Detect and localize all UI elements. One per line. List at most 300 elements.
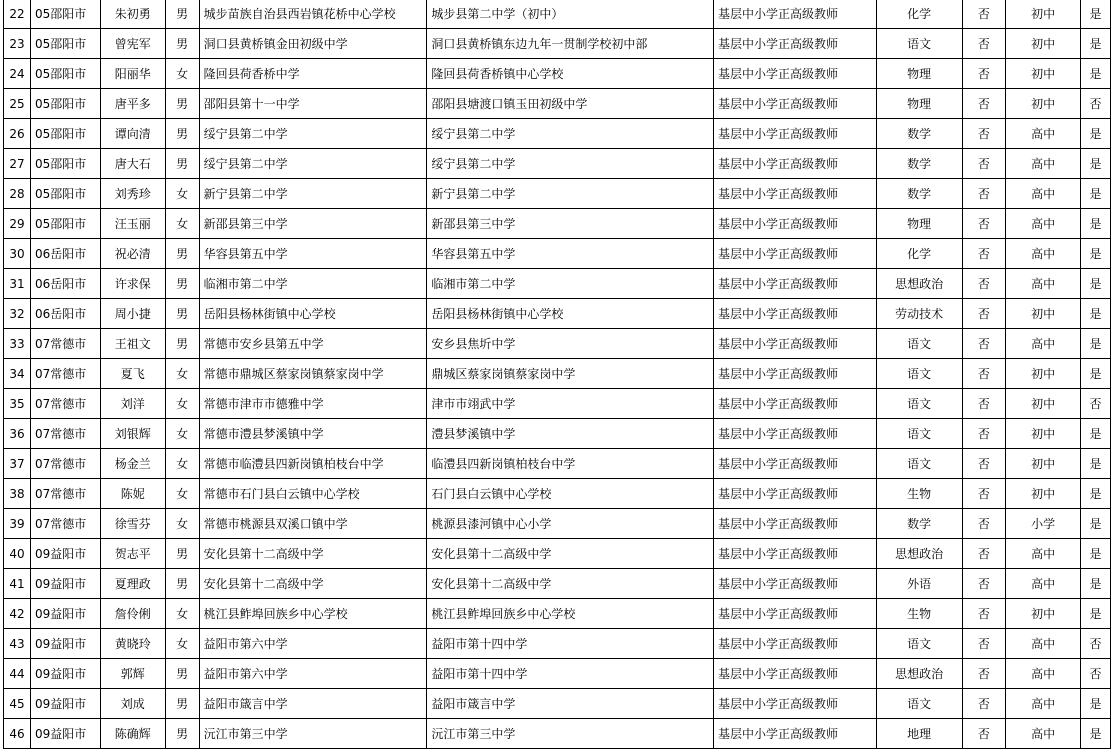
subject-cell: 地理 [876, 719, 962, 749]
subject-cell: 化学 [876, 0, 962, 29]
name-cell: 杨金兰 [100, 449, 165, 479]
position-cell: 基层中小学正高级教师 [713, 659, 876, 689]
table-row [4, 719, 1111, 749]
flag-a-cell: 否 [962, 419, 1006, 449]
table-row [4, 359, 1111, 389]
city-cell: 05邵阳市 [30, 149, 100, 179]
school-unit-cell: 华容县第五中学 [427, 239, 714, 269]
position-cell: 基层中小学正高级教师 [713, 179, 876, 209]
flag-a-cell: 否 [962, 719, 1006, 749]
gender-cell: 男 [165, 299, 199, 329]
work-unit-cell: 常德市澧县梦溪镇中学 [199, 419, 427, 449]
school-unit-cell: 津市市翊武中学 [427, 389, 714, 419]
flag-a-cell: 否 [962, 59, 1006, 89]
city-cell: 09益阳市 [30, 539, 100, 569]
name-cell: 汪玉丽 [100, 209, 165, 239]
table-row [4, 119, 1111, 149]
flag-b-cell: 是 [1081, 719, 1111, 749]
city-cell: 06岳阳市 [30, 299, 100, 329]
work-unit-cell: 常德市桃源县双溪口镇中学 [199, 509, 427, 539]
work-unit-cell: 常德市临澧县四新岗镇柏枝台中学 [199, 449, 427, 479]
subject-cell: 思想政治 [876, 269, 962, 299]
flag-a-cell: 否 [962, 29, 1006, 59]
name-cell: 黄晓玲 [100, 629, 165, 659]
flag-a-cell: 否 [962, 119, 1006, 149]
row-number-cell: 25 [4, 89, 31, 119]
work-unit-cell: 隆回县荷香桥中学 [199, 59, 427, 89]
city-cell: 05邵阳市 [30, 59, 100, 89]
city-cell: 09益阳市 [30, 719, 100, 749]
row-number-cell: 32 [4, 299, 31, 329]
position-cell: 基层中小学正高级教师 [713, 299, 876, 329]
name-cell: 刘成 [100, 689, 165, 719]
flag-b-cell: 是 [1081, 209, 1111, 239]
flag-a-cell: 否 [962, 509, 1006, 539]
school-level-cell: 高中 [1006, 239, 1081, 269]
subject-cell: 语文 [876, 389, 962, 419]
position-cell: 基层中小学正高级教师 [713, 119, 876, 149]
position-cell: 基层中小学正高级教师 [713, 59, 876, 89]
subject-cell: 生物 [876, 479, 962, 509]
gender-cell: 女 [165, 599, 199, 629]
table-row [4, 689, 1111, 719]
work-unit-cell: 岳阳县杨林街镇中心学校 [199, 299, 427, 329]
flag-b-cell: 是 [1081, 239, 1111, 269]
work-unit-cell: 益阳市第六中学 [199, 629, 427, 659]
school-unit-cell: 绥宁县第二中学 [427, 149, 714, 179]
gender-cell: 女 [165, 629, 199, 659]
gender-cell: 女 [165, 419, 199, 449]
name-cell: 王祖文 [100, 329, 165, 359]
name-cell: 刘银辉 [100, 419, 165, 449]
school-level-cell: 初中 [1006, 419, 1081, 449]
subject-cell: 劳动技术 [876, 299, 962, 329]
work-unit-cell: 绥宁县第二中学 [199, 119, 427, 149]
name-cell: 祝必清 [100, 239, 165, 269]
subject-cell: 数学 [876, 179, 962, 209]
city-cell: 05邵阳市 [30, 209, 100, 239]
subject-cell: 数学 [876, 509, 962, 539]
school-level-cell: 高中 [1006, 569, 1081, 599]
table-row [4, 539, 1111, 569]
table-row [4, 209, 1111, 239]
city-cell: 09益阳市 [30, 599, 100, 629]
row-number-cell: 27 [4, 149, 31, 179]
school-unit-cell: 桃江县鲊埠回族乡中心学校 [427, 599, 714, 629]
gender-cell: 女 [165, 209, 199, 239]
school-unit-cell: 绥宁县第二中学 [427, 119, 714, 149]
row-number-cell: 37 [4, 449, 31, 479]
school-unit-cell: 桃源县漆河镇中心小学 [427, 509, 714, 539]
subject-cell: 语文 [876, 629, 962, 659]
subject-cell: 生物 [876, 599, 962, 629]
school-unit-cell: 安化县第十二高级中学 [427, 569, 714, 599]
school-level-cell: 高中 [1006, 209, 1081, 239]
table-row [4, 239, 1111, 269]
name-cell: 陈妮 [100, 479, 165, 509]
city-cell: 09益阳市 [30, 629, 100, 659]
position-cell: 基层中小学正高级教师 [713, 329, 876, 359]
flag-a-cell: 否 [962, 479, 1006, 509]
school-unit-cell: 益阳市箴言中学 [427, 689, 714, 719]
subject-cell: 物理 [876, 59, 962, 89]
school-unit-cell: 鼎城区蔡家岗镇蔡家岗中学 [427, 359, 714, 389]
position-cell: 基层中小学正高级教师 [713, 29, 876, 59]
work-unit-cell: 桃江县鲊埠回族乡中心学校 [199, 599, 427, 629]
work-unit-cell: 常德市石门县白云镇中心学校 [199, 479, 427, 509]
row-number-cell: 24 [4, 59, 31, 89]
flag-b-cell: 是 [1081, 299, 1111, 329]
flag-b-cell: 是 [1081, 149, 1111, 179]
row-number-cell: 33 [4, 329, 31, 359]
flag-a-cell: 否 [962, 539, 1006, 569]
flag-a-cell: 否 [962, 0, 1006, 29]
row-number-cell: 23 [4, 29, 31, 59]
flag-b-cell: 否 [1081, 389, 1111, 419]
position-cell: 基层中小学正高级教师 [713, 599, 876, 629]
gender-cell: 女 [165, 479, 199, 509]
city-cell: 07常德市 [30, 389, 100, 419]
table-row [4, 269, 1111, 299]
subject-cell: 思想政治 [876, 659, 962, 689]
flag-b-cell: 否 [1081, 89, 1111, 119]
flag-b-cell: 是 [1081, 689, 1111, 719]
city-cell: 09益阳市 [30, 569, 100, 599]
school-unit-cell: 岳阳县杨林街镇中心学校 [427, 299, 714, 329]
school-unit-cell: 益阳市第十四中学 [427, 659, 714, 689]
city-cell: 05邵阳市 [30, 179, 100, 209]
school-unit-cell: 安乡县焦圻中学 [427, 329, 714, 359]
row-number-cell: 29 [4, 209, 31, 239]
row-number-cell: 42 [4, 599, 31, 629]
subject-cell: 化学 [876, 239, 962, 269]
gender-cell: 女 [165, 359, 199, 389]
position-cell: 基层中小学正高级教师 [713, 719, 876, 749]
teacher-list-table [3, 0, 1111, 749]
position-cell: 基层中小学正高级教师 [713, 449, 876, 479]
work-unit-cell: 洞口县黄桥镇金田初级中学 [199, 29, 427, 59]
name-cell: 朱初勇 [100, 0, 165, 29]
subject-cell: 语文 [876, 689, 962, 719]
name-cell: 曾宪军 [100, 29, 165, 59]
school-level-cell: 高中 [1006, 719, 1081, 749]
city-cell: 07常德市 [30, 509, 100, 539]
name-cell: 郭辉 [100, 659, 165, 689]
city-cell: 09益阳市 [30, 689, 100, 719]
subject-cell: 思想政治 [876, 539, 962, 569]
school-unit-cell: 新宁县第二中学 [427, 179, 714, 209]
position-cell: 基层中小学正高级教师 [713, 89, 876, 119]
subject-cell: 外语 [876, 569, 962, 599]
flag-b-cell: 是 [1081, 449, 1111, 479]
name-cell: 陈确辉 [100, 719, 165, 749]
table-row [4, 479, 1111, 509]
name-cell: 贺志平 [100, 539, 165, 569]
position-cell: 基层中小学正高级教师 [713, 419, 876, 449]
row-number-cell: 40 [4, 539, 31, 569]
gender-cell: 男 [165, 239, 199, 269]
name-cell: 许求保 [100, 269, 165, 299]
flag-b-cell: 是 [1081, 179, 1111, 209]
row-number-cell: 22 [4, 0, 31, 29]
flag-b-cell: 是 [1081, 419, 1111, 449]
school-level-cell: 初中 [1006, 599, 1081, 629]
flag-b-cell: 是 [1081, 539, 1111, 569]
position-cell: 基层中小学正高级教师 [713, 689, 876, 719]
row-number-cell: 38 [4, 479, 31, 509]
flag-a-cell: 否 [962, 389, 1006, 419]
gender-cell: 男 [165, 269, 199, 299]
city-cell: 07常德市 [30, 359, 100, 389]
city-cell: 05邵阳市 [30, 89, 100, 119]
school-level-cell: 高中 [1006, 659, 1081, 689]
city-cell: 06岳阳市 [30, 239, 100, 269]
flag-b-cell: 是 [1081, 599, 1111, 629]
subject-cell: 物理 [876, 89, 962, 119]
school-level-cell: 高中 [1006, 119, 1081, 149]
table-row [4, 449, 1111, 479]
position-cell: 基层中小学正高级教师 [713, 269, 876, 299]
school-level-cell: 初中 [1006, 0, 1081, 29]
position-cell: 基层中小学正高级教师 [713, 149, 876, 179]
flag-a-cell: 否 [962, 449, 1006, 479]
gender-cell: 女 [165, 389, 199, 419]
work-unit-cell: 绥宁县第二中学 [199, 149, 427, 179]
position-cell: 基层中小学正高级教师 [713, 509, 876, 539]
city-cell: 09益阳市 [30, 659, 100, 689]
work-unit-cell: 安化县第十二高级中学 [199, 539, 427, 569]
gender-cell: 男 [165, 719, 199, 749]
row-number-cell: 43 [4, 629, 31, 659]
name-cell: 詹伶俐 [100, 599, 165, 629]
flag-b-cell: 是 [1081, 329, 1111, 359]
row-number-cell: 30 [4, 239, 31, 269]
flag-b-cell: 是 [1081, 569, 1111, 599]
school-unit-cell: 新邵县第三中学 [427, 209, 714, 239]
school-level-cell: 高中 [1006, 329, 1081, 359]
flag-a-cell: 否 [962, 359, 1006, 389]
school-unit-cell: 邵阳县塘渡口镇玉田初级中学 [427, 89, 714, 119]
work-unit-cell: 益阳市箴言中学 [199, 689, 427, 719]
school-level-cell: 初中 [1006, 479, 1081, 509]
work-unit-cell: 安化县第十二高级中学 [199, 569, 427, 599]
school-unit-cell: 安化县第十二高级中学 [427, 539, 714, 569]
gender-cell: 男 [165, 539, 199, 569]
school-level-cell: 小学 [1006, 509, 1081, 539]
city-cell: 07常德市 [30, 479, 100, 509]
subject-cell: 语文 [876, 359, 962, 389]
name-cell: 夏飞 [100, 359, 165, 389]
row-number-cell: 44 [4, 659, 31, 689]
name-cell: 夏理政 [100, 569, 165, 599]
row-number-cell: 46 [4, 719, 31, 749]
gender-cell: 女 [165, 509, 199, 539]
position-cell: 基层中小学正高级教师 [713, 629, 876, 659]
flag-b-cell: 是 [1081, 509, 1111, 539]
city-cell: 05邵阳市 [30, 0, 100, 29]
name-cell: 刘秀珍 [100, 179, 165, 209]
table-body [4, 0, 1111, 749]
row-number-cell: 41 [4, 569, 31, 599]
work-unit-cell: 常德市安乡县第五中学 [199, 329, 427, 359]
table-row [4, 629, 1111, 659]
gender-cell: 男 [165, 149, 199, 179]
table-row [4, 179, 1111, 209]
position-cell: 基层中小学正高级教师 [713, 359, 876, 389]
flag-a-cell: 否 [962, 569, 1006, 599]
flag-b-cell: 是 [1081, 0, 1111, 29]
flag-a-cell: 否 [962, 329, 1006, 359]
school-level-cell: 高中 [1006, 149, 1081, 179]
school-unit-cell: 临湘市第二中学 [427, 269, 714, 299]
name-cell: 谭向清 [100, 119, 165, 149]
name-cell: 周小捷 [100, 299, 165, 329]
table-row [4, 0, 1111, 29]
gender-cell: 男 [165, 569, 199, 599]
flag-a-cell: 否 [962, 89, 1006, 119]
name-cell: 徐雪芬 [100, 509, 165, 539]
work-unit-cell: 邵阳县第十一中学 [199, 89, 427, 119]
school-level-cell: 初中 [1006, 449, 1081, 479]
school-unit-cell: 益阳市第十四中学 [427, 629, 714, 659]
table-row [4, 659, 1111, 689]
table-row [4, 29, 1111, 59]
city-cell: 05邵阳市 [30, 119, 100, 149]
flag-a-cell: 否 [962, 599, 1006, 629]
school-unit-cell: 石门县白云镇中心学校 [427, 479, 714, 509]
school-level-cell: 高中 [1006, 689, 1081, 719]
school-level-cell: 高中 [1006, 179, 1081, 209]
position-cell: 基层中小学正高级教师 [713, 209, 876, 239]
subject-cell: 数学 [876, 119, 962, 149]
subject-cell: 数学 [876, 149, 962, 179]
gender-cell: 男 [165, 0, 199, 29]
flag-b-cell: 是 [1081, 269, 1111, 299]
school-unit-cell: 隆回县荷香桥镇中心学校 [427, 59, 714, 89]
work-unit-cell: 常德市鼎城区蔡家岗镇蔡家岗中学 [199, 359, 427, 389]
school-unit-cell: 城步县第二中学（初中） [427, 0, 714, 29]
school-level-cell: 初中 [1006, 359, 1081, 389]
subject-cell: 语文 [876, 329, 962, 359]
flag-b-cell: 是 [1081, 479, 1111, 509]
table-row [4, 599, 1111, 629]
position-cell: 基层中小学正高级教师 [713, 539, 876, 569]
flag-b-cell: 否 [1081, 629, 1111, 659]
gender-cell: 男 [165, 119, 199, 149]
school-level-cell: 高中 [1006, 269, 1081, 299]
city-cell: 06岳阳市 [30, 269, 100, 299]
flag-b-cell: 是 [1081, 59, 1111, 89]
row-number-cell: 39 [4, 509, 31, 539]
school-level-cell: 高中 [1006, 539, 1081, 569]
name-cell: 阳丽华 [100, 59, 165, 89]
flag-a-cell: 否 [962, 209, 1006, 239]
row-number-cell: 45 [4, 689, 31, 719]
flag-b-cell: 是 [1081, 29, 1111, 59]
flag-a-cell: 否 [962, 239, 1006, 269]
gender-cell: 男 [165, 329, 199, 359]
table-row [4, 329, 1111, 359]
gender-cell: 女 [165, 449, 199, 479]
gender-cell: 男 [165, 689, 199, 719]
row-number-cell: 34 [4, 359, 31, 389]
school-level-cell: 初中 [1006, 89, 1081, 119]
work-unit-cell: 华容县第五中学 [199, 239, 427, 269]
work-unit-cell: 临湘市第二中学 [199, 269, 427, 299]
work-unit-cell: 新宁县第二中学 [199, 179, 427, 209]
position-cell: 基层中小学正高级教师 [713, 479, 876, 509]
work-unit-cell: 新邵县第三中学 [199, 209, 427, 239]
table-row [4, 419, 1111, 449]
flag-a-cell: 否 [962, 689, 1006, 719]
position-cell: 基层中小学正高级教师 [713, 239, 876, 269]
row-number-cell: 31 [4, 269, 31, 299]
subject-cell: 语文 [876, 449, 962, 479]
school-level-cell: 初中 [1006, 29, 1081, 59]
name-cell: 唐大石 [100, 149, 165, 179]
gender-cell: 女 [165, 179, 199, 209]
flag-a-cell: 否 [962, 659, 1006, 689]
school-unit-cell: 洞口县黄桥镇东边九年一贯制学校初中部 [427, 29, 714, 59]
table-row [4, 389, 1111, 419]
flag-a-cell: 否 [962, 269, 1006, 299]
table-row [4, 89, 1111, 119]
table-row [4, 509, 1111, 539]
row-number-cell: 36 [4, 419, 31, 449]
school-level-cell: 初中 [1006, 299, 1081, 329]
flag-a-cell: 否 [962, 299, 1006, 329]
position-cell: 基层中小学正高级教师 [713, 389, 876, 419]
school-unit-cell: 沅江市第三中学 [427, 719, 714, 749]
row-number-cell: 28 [4, 179, 31, 209]
name-cell: 刘洋 [100, 389, 165, 419]
work-unit-cell: 益阳市第六中学 [199, 659, 427, 689]
subject-cell: 语文 [876, 29, 962, 59]
table-row [4, 149, 1111, 179]
table-row [4, 299, 1111, 329]
city-cell: 07常德市 [30, 449, 100, 479]
city-cell: 07常德市 [30, 329, 100, 359]
gender-cell: 男 [165, 89, 199, 119]
school-level-cell: 初中 [1006, 389, 1081, 419]
table-row [4, 569, 1111, 599]
school-level-cell: 高中 [1006, 629, 1081, 659]
name-cell: 唐平多 [100, 89, 165, 119]
gender-cell: 女 [165, 59, 199, 89]
subject-cell: 物理 [876, 209, 962, 239]
position-cell: 基层中小学正高级教师 [713, 569, 876, 599]
flag-b-cell: 是 [1081, 119, 1111, 149]
flag-a-cell: 否 [962, 149, 1006, 179]
school-level-cell: 初中 [1006, 59, 1081, 89]
school-unit-cell: 澧县梦溪镇中学 [427, 419, 714, 449]
position-cell: 基层中小学正高级教师 [713, 0, 876, 29]
table-row [4, 59, 1111, 89]
city-cell: 05邵阳市 [30, 29, 100, 59]
city-cell: 07常德市 [30, 419, 100, 449]
flag-a-cell: 否 [962, 179, 1006, 209]
work-unit-cell: 常德市津市市德雅中学 [199, 389, 427, 419]
flag-b-cell: 是 [1081, 359, 1111, 389]
subject-cell: 语文 [876, 419, 962, 449]
school-unit-cell: 临澧县四新岗镇柏枝台中学 [427, 449, 714, 479]
row-number-cell: 26 [4, 119, 31, 149]
gender-cell: 男 [165, 29, 199, 59]
row-number-cell: 35 [4, 389, 31, 419]
flag-a-cell: 否 [962, 629, 1006, 659]
flag-b-cell: 否 [1081, 659, 1111, 689]
work-unit-cell: 沅江市第三中学 [199, 719, 427, 749]
